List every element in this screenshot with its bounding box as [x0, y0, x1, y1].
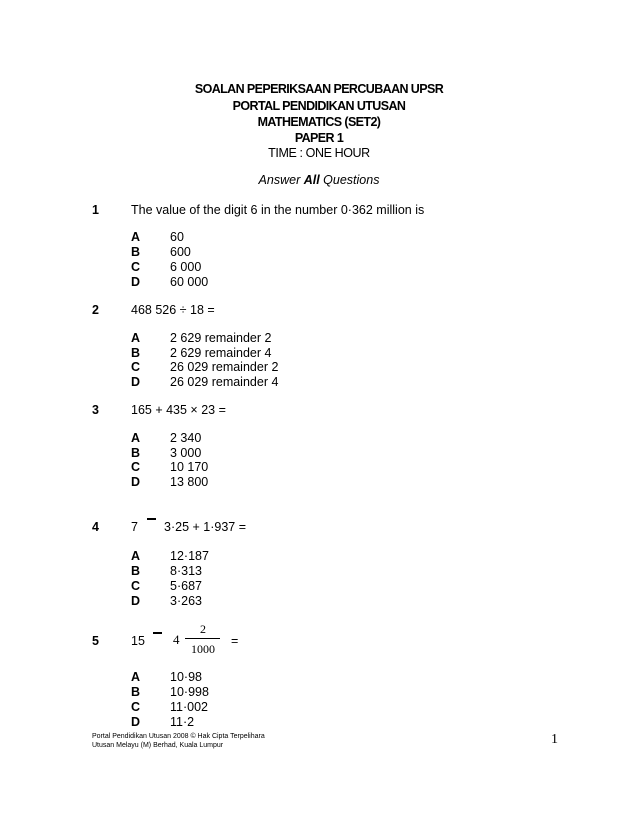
fraction-numerator: 2	[200, 622, 206, 636]
question-number: 5	[92, 634, 99, 648]
instruction-prefix: Answer	[258, 173, 304, 187]
footer-publisher: Utusan Melayu (M) Berhad, Kuala Lumpur	[92, 742, 224, 749]
question-text: 468 526 ÷ 18 =	[131, 303, 215, 317]
option-text: 2 340	[170, 431, 202, 445]
option-letter: B	[131, 446, 141, 460]
option-letter: B	[131, 346, 141, 360]
option-text: 60 000	[170, 275, 209, 289]
option-text: 10 170	[170, 460, 209, 474]
option-letter: D	[131, 475, 141, 489]
question-number: 1	[92, 203, 99, 217]
option-text: 10·998	[170, 685, 209, 699]
question-text-a: 15	[131, 634, 145, 648]
minus-sign	[147, 518, 156, 520]
header-subject: MATHEMATICS (SET2)	[257, 115, 381, 129]
option-letter: A	[131, 230, 141, 244]
minus-sign	[153, 632, 162, 634]
header-portal: PORTAL PENDIDIKAN UTUSAN	[232, 99, 406, 113]
option-letter: D	[131, 715, 141, 729]
option-text: 26 029 remainder 4	[170, 375, 279, 389]
option-text: 11·002	[170, 700, 208, 714]
option-text: 26 029 remainder 2	[170, 360, 279, 374]
option-text: 8·313	[170, 564, 202, 578]
option-text: 2 629 remainder 4	[170, 346, 272, 360]
option-letter: D	[131, 275, 141, 289]
option-text: 5·687	[170, 579, 202, 593]
fraction-bar	[185, 638, 220, 639]
question-number: 4	[92, 520, 99, 534]
option-letter: C	[131, 360, 141, 374]
option-letter: D	[131, 594, 141, 608]
option-text: 60	[170, 230, 184, 244]
option-text: 10·98	[170, 670, 202, 684]
option-text: 6 000	[170, 260, 202, 274]
page-number: 1	[551, 732, 558, 747]
footer-copyright: Portal Pendidikan Utusan 2008 © Hak Cipta Terpelihara	[92, 733, 265, 740]
question-text: The value of the digit 6 in the number 0·362 million is	[131, 203, 425, 217]
option-letter: C	[131, 460, 141, 474]
option-letter: B	[131, 685, 141, 699]
question-number: 3	[92, 403, 99, 417]
option-letter: C	[131, 579, 141, 593]
option-letter: C	[131, 260, 141, 274]
fraction-denominator: 1000	[191, 642, 215, 656]
option-text: 3 000	[170, 446, 202, 460]
instruction	[0, 173, 638, 187]
question-number: 2	[92, 303, 99, 317]
option-text: 13 800	[170, 475, 209, 489]
option-text: 3·263	[170, 594, 202, 608]
option-letter: A	[131, 431, 141, 445]
instruction-bold: All	[303, 173, 320, 187]
option-text: 12·187	[170, 549, 209, 563]
question-text: 165 + 435 × 23 =	[131, 403, 226, 417]
option-letter: B	[131, 564, 141, 578]
option-letter: B	[131, 245, 141, 259]
option-letter: D	[131, 375, 141, 389]
question-text-b: 3·25 + 1·937 =	[164, 520, 247, 534]
option-text: 600	[170, 245, 191, 259]
option-letter: A	[131, 549, 141, 563]
instruction-suffix: Questions	[319, 173, 380, 187]
option-text: 2 629 remainder 2	[170, 331, 272, 345]
mixed-number-whole: 4	[173, 632, 180, 647]
question-text-a: 7	[131, 520, 138, 534]
option-letter: C	[131, 700, 141, 714]
header-title: SOALAN PEPERIKSAAN PERCUBAAN UPSR	[194, 82, 444, 96]
header-paper: PAPER 1	[294, 131, 344, 145]
header-time: TIME : ONE HOUR	[268, 146, 370, 160]
option-letter: A	[131, 670, 141, 684]
option-letter: A	[131, 331, 141, 345]
option-text: 11·2	[170, 715, 195, 729]
equals-sign: =	[231, 634, 239, 648]
